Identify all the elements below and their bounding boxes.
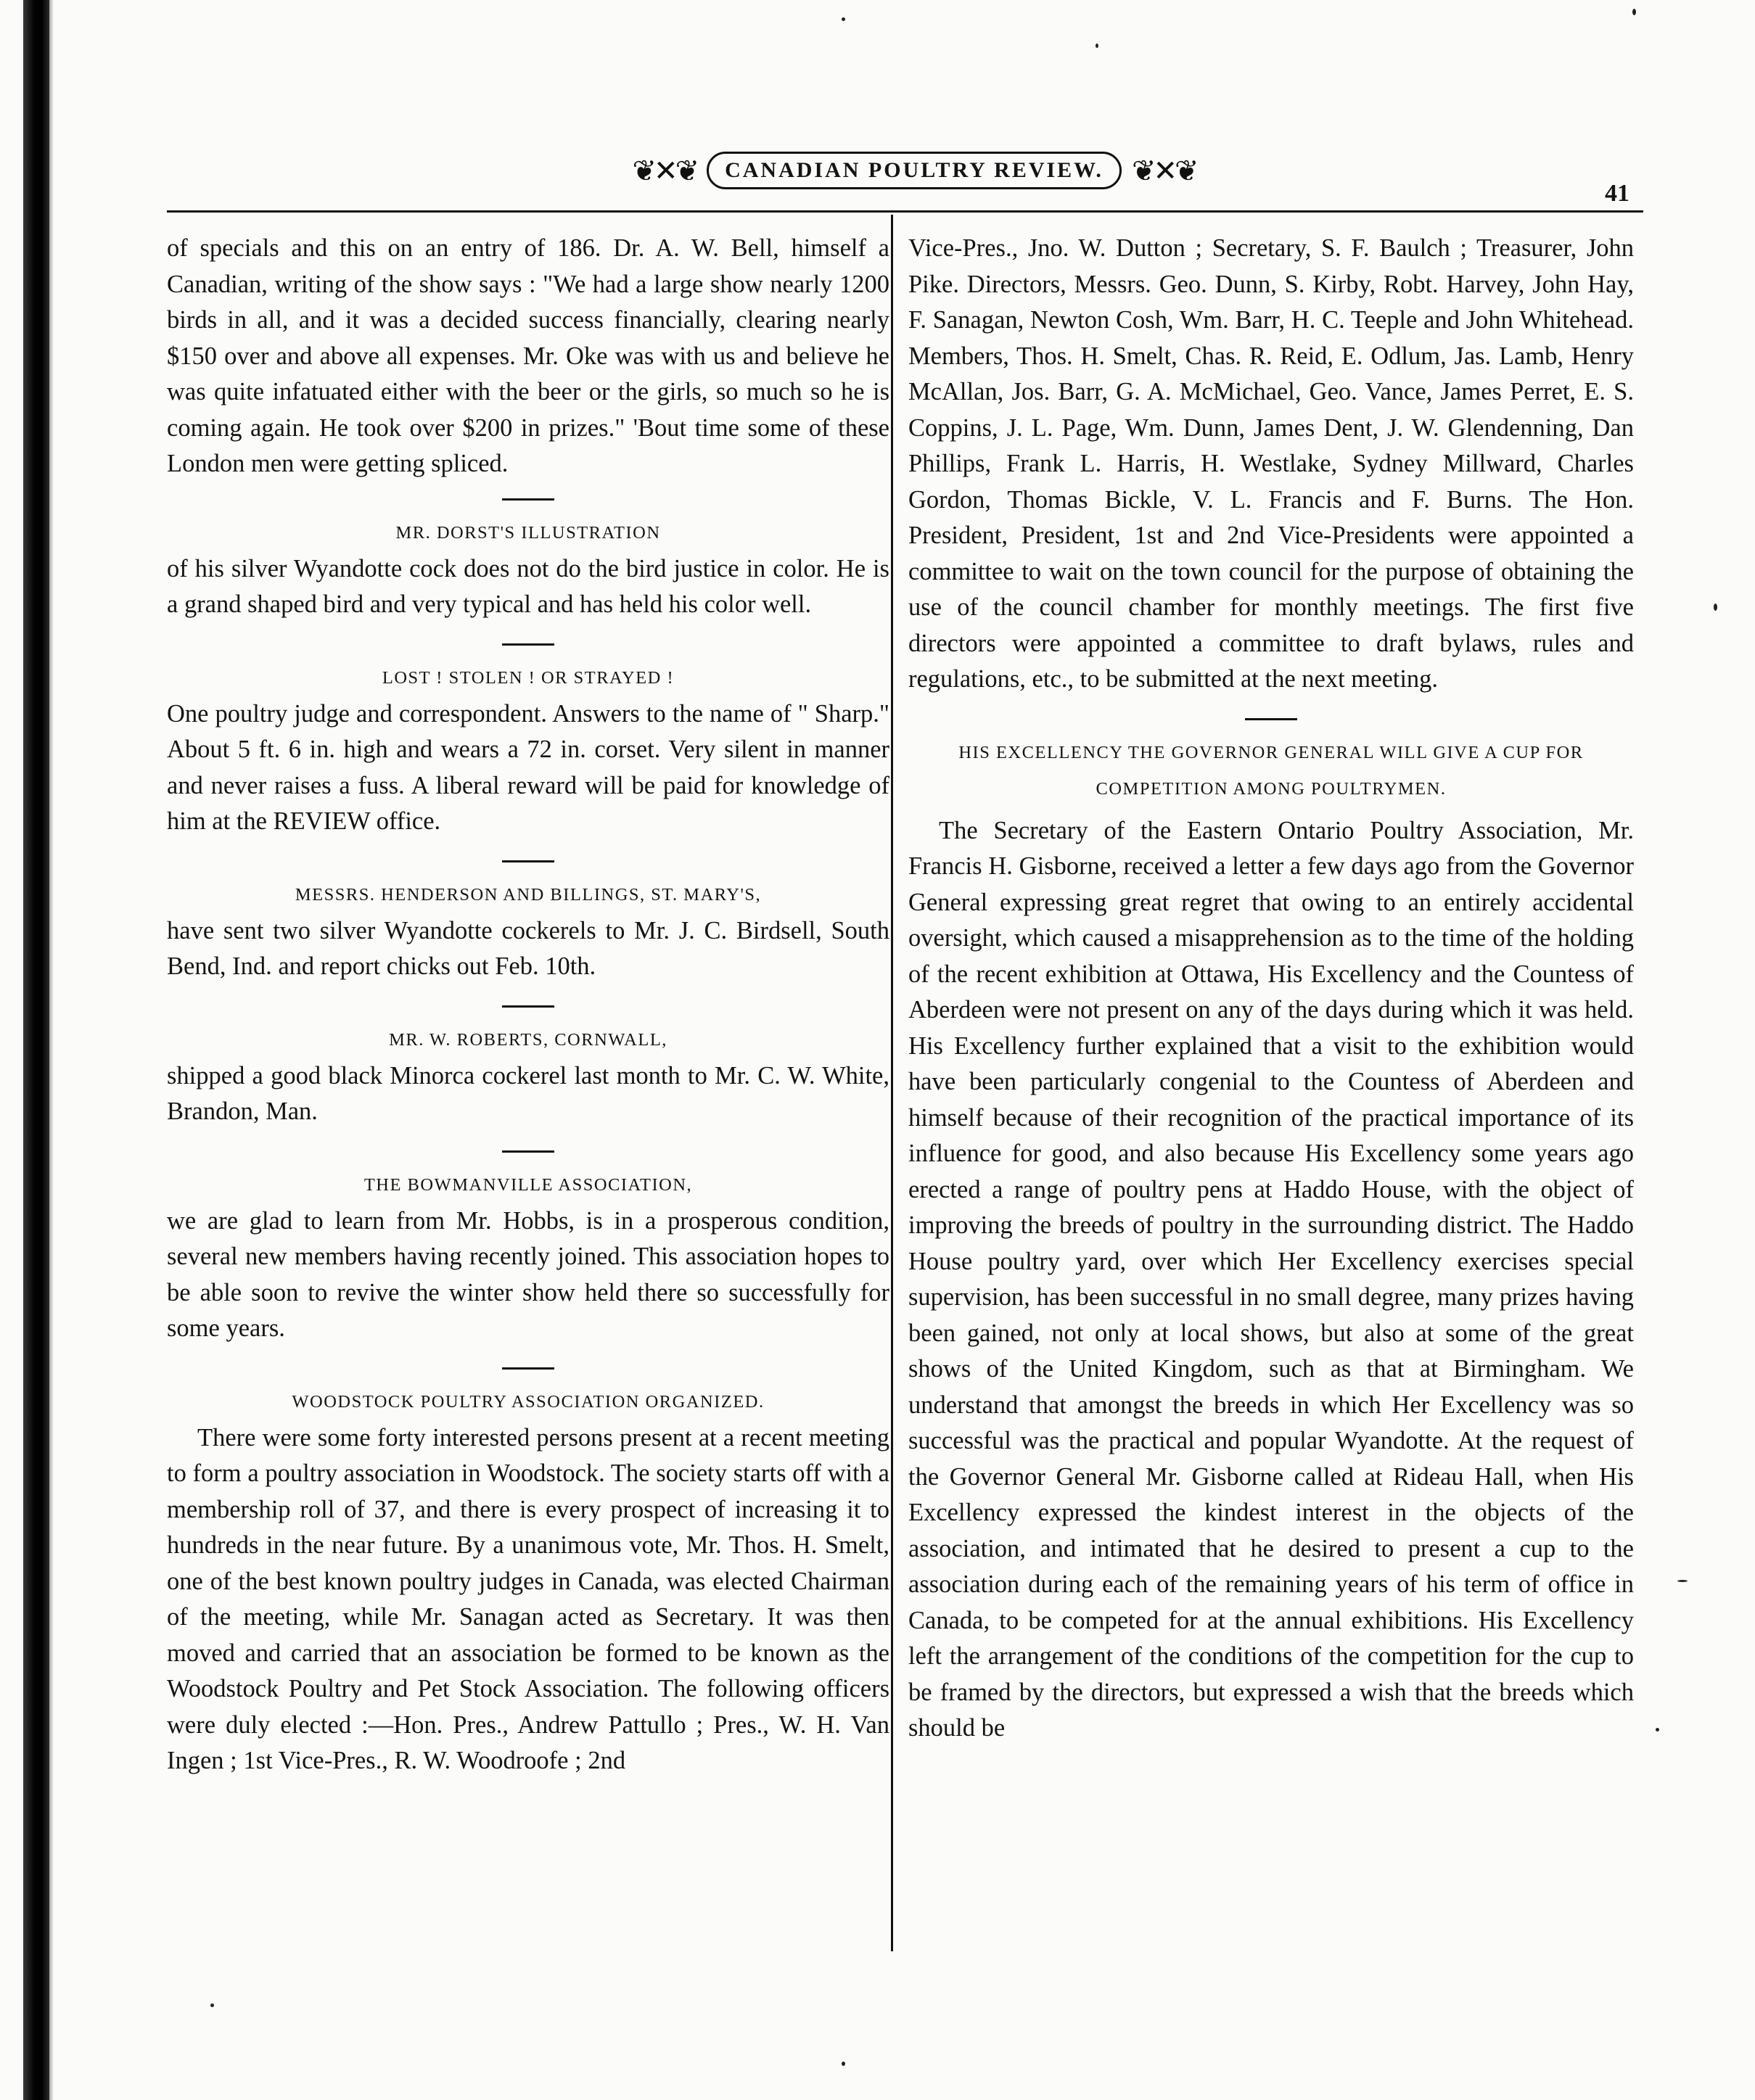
section-heading-governor: HIS EXCELLENCY THE GOVERNOR GENERAL WILL GIVE A CUP FOR COMPETITION AMONG POULTRYMEN. bbox=[958, 742, 1584, 799]
spine-edge-shadow bbox=[49, 0, 54, 2100]
section-rule bbox=[502, 498, 554, 501]
print-speck bbox=[842, 2062, 845, 2066]
intro-paragraph: of specials and this on an entry of 186. Dr. A. W. Bell, himself a Canadian, writing of the show says : "We had a large show nearly 1200 birds in all, and it was a decided success financially, clearing nearly $150 over and above all expenses. Mr. Oke was with us and believe he was quite infatuated either with the beer or the girls, so much so he is coming again. He took over $200 in prizes." 'Bout time some of these London men were getting spliced. bbox=[167, 234, 889, 477]
print-speck bbox=[842, 17, 845, 21]
column-divider bbox=[891, 215, 893, 1951]
print-speck bbox=[1632, 9, 1636, 15]
section-body-woodstock: There were some forty interested persons present at a recent meeting to form a poultry association in Woodstock. The society starts off with a membership roll of 37, and there is every prospect of increasing it to hundreds in the near future. By a unanimous vote, Mr. Thos. H. Smelt, one of the best known poultry judges in Canada, was elected Chairman of the meeting, while Mr. Sanagan acted as Secretary. It was then moved and carried that an association be formed to be known as the Woodstock Poultry and Pet Stock Association. The following officers were duly elected :—Hon. Pres., Andrew Pattullo ; Pres., W. H. Van Ingen ; 1st Vice-Pres., R. W. Woodroofe ; 2nd bbox=[167, 1423, 889, 1774]
print-speck bbox=[1714, 604, 1717, 611]
print-speck bbox=[1677, 1580, 1688, 1582]
section-heading-bowmanville: THE BOWMANVILLE ASSOCIATION, bbox=[363, 1174, 693, 1195]
left-column bbox=[167, 231, 889, 1779]
section-rule bbox=[502, 1150, 554, 1153]
right-column bbox=[908, 231, 1634, 1747]
section-body-bowmanville: we are glad to learn from Mr. Hobbs, is in a prosperous condition, several new members having recently joined. This association hopes to be able soon to revive the winter show held there so successfully for some years. bbox=[167, 1206, 889, 1342]
book-spine-shadow bbox=[23, 0, 49, 2100]
masthead-title: CANADIAN POULTRY REVIEW. bbox=[707, 152, 1122, 189]
section-body-dorst: of his silver Wyandotte cock does not do the bird justice in color. He is a grand shaped bird and very typical and has held his color well. bbox=[167, 554, 889, 618]
section-rule bbox=[502, 860, 554, 862]
section-body-lost: One poultry judge and correspondent. Answers to the name of " Sharp." About 5 ft. 6 in. high and wears a 72 in. corset. Very silent in manner and never raises a fuss. A liberal reward will be paid for knowledge of him at the REVIEW office. bbox=[167, 699, 889, 835]
section-rule bbox=[1245, 718, 1297, 720]
section-heading-woodstock: WOODSTOCK POULTRY ASSOCIATION ORGANIZED. bbox=[292, 1391, 765, 1412]
section-heading-roberts: MR. W. ROBERTS, CORNWALL, bbox=[389, 1029, 667, 1050]
print-speck bbox=[1096, 44, 1098, 48]
masthead-ornament-right: ❦✕❦ bbox=[1131, 154, 1196, 187]
section-body-roberts: shipped a good black Minorca cockerel last month to Mr. C. W. White, Brandon, Man. bbox=[167, 1061, 889, 1125]
section-rule bbox=[502, 643, 554, 646]
section-heading-henderson: MESSRS. HENDERSON AND BILLINGS, ST. MARY'S, bbox=[295, 884, 762, 905]
masthead bbox=[632, 139, 1196, 202]
section-rule bbox=[502, 1005, 554, 1008]
section-rule bbox=[502, 1367, 554, 1370]
section-body-henderson: have sent two silver Wyandotte cockerels to Mr. J. C. Birdsell, South Bend, Ind. and report chicks out Feb. 10th. bbox=[167, 916, 889, 980]
print-speck bbox=[1656, 1728, 1659, 1732]
section-heading-lost: LOST ! STOLEN ! OR STRAYED ! bbox=[382, 667, 675, 688]
header-rule bbox=[167, 210, 1643, 213]
print-speck bbox=[210, 2004, 214, 2007]
section-heading-dorst: MR. DORST'S ILLUSTRATION bbox=[395, 522, 661, 543]
continued-paragraph: Vice-Pres., Jno. W. Dutton ; Secretary, S. F. Baulch ; Treasurer, John Pike. Directors, Messrs. Geo. Dunn, S. Kirby, Robt. Harvey, John Hay, F. Sanagan, Newton Cosh, Wm. Barr, H. C. Teeple and John Whitehead. Members, Thos. H. Smelt, Chas. R. Reid, E. Odlum, Jas. Lamb, Henry McAllan, Jos. Barr, G. A. McMichael, Geo. Vance, James Perret, E. S. Coppins, J. L. Page, Wm. Dunn, James Dent, J. W. Glendenning, Dan Phillips, Frank L. Harris, H. Westlake, Sydney Millward, Charles Gordon, Thomas Bickle, V. L. Francis and F. Burns. The Hon. President, President, 1st and 2nd Vice-Presidents were appointed a committee to wait on the town council for the purpose of obtaining the use of the council chamber for monthly meetings. The first five directors were appointed a committee to draft bylaws, rules and regulations, etc., to be submitted at the next meeting. bbox=[908, 234, 1634, 693]
section-body-governor: The Secretary of the Eastern Ontario Poultry Association, Mr. Francis H. Gisborne, received a letter a few days ago from the Governor General expressing great regret that owing to an entirely accidental oversight, which caused a misapprehension as to the time of the holding of the recent exhibition at Ottawa, His Excellency and the Countess of Aberdeen were not present on any of the days during which it was held. His Excellency further explained that a visit to the exhibition would have been particularly congenial to the Countess of Aberdeen and himself because of their recognition of the practical importance of its influence for good, and also because His Excellency some years ago erected a range of poultry pens at Haddo House, with the object of improving the breeds of poultry in the surrounding district. The Haddo House poultry yard, over which Her Excellency exercises special supervision, has been successful in no small degree, many prizes having been gained, not only at local shows, but also at some of the great shows of the United Kingdom, such as that at Birmingham. We understand that amongst the breeds in which Her Excellency was so successful was the practical and popular Wyandotte. At the request of the Governor General Mr. Gisborne called at Rideau Hall, when His Excellency expressed the kindest interest in the objects of the association, and intimated that he desired to present a cup to the association during each of the remaining years of his term of office in Canada, to be competed for at the annual exhibitions. His Excellency left the arrangement of the conditions of the competition for the cup to be framed by the directors, but expressed a wish that the breeds which should be bbox=[908, 816, 1634, 1742]
page-number: 41 bbox=[1605, 180, 1629, 207]
masthead-ornament-left: ❦✕❦ bbox=[632, 154, 697, 187]
